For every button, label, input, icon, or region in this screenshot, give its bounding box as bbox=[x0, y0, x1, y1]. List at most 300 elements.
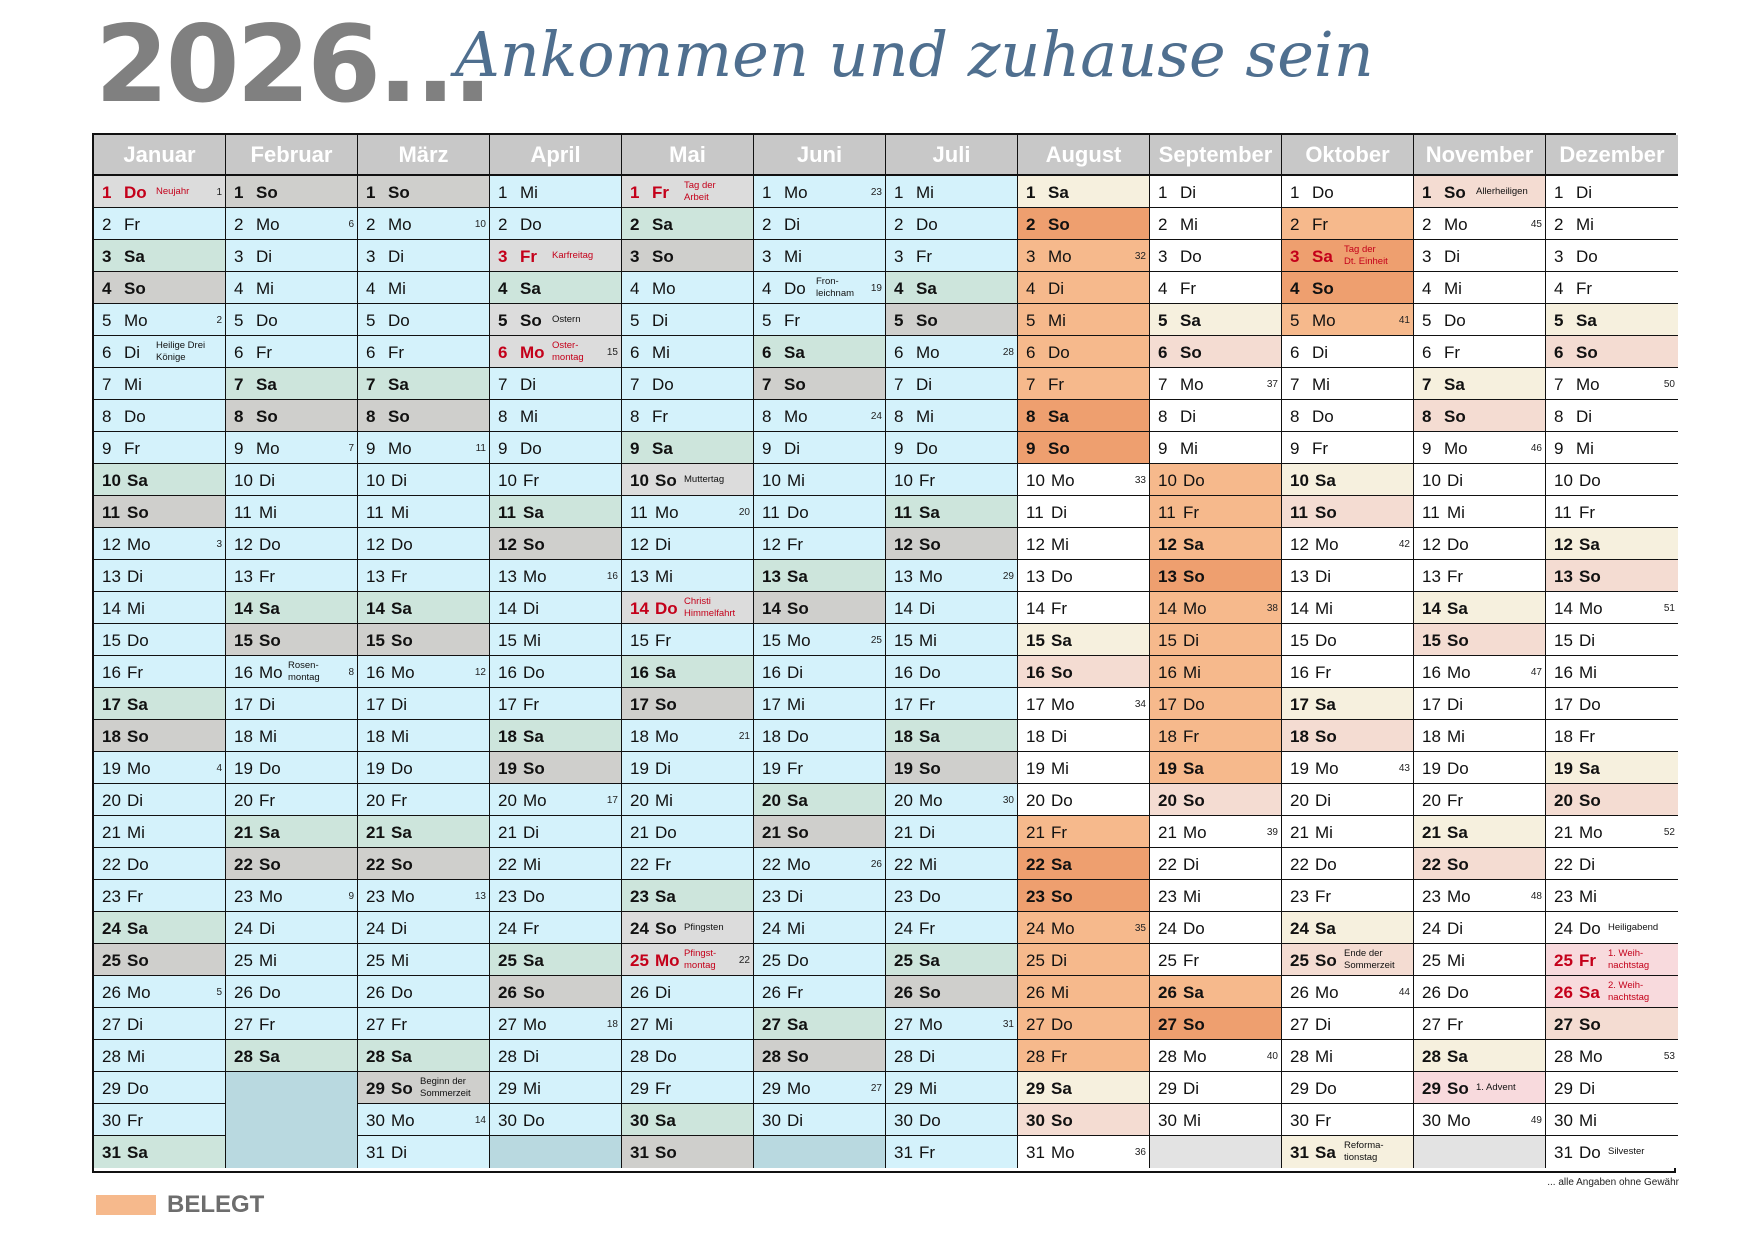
day-cell[interactable] bbox=[754, 944, 886, 976]
day-cell[interactable] bbox=[490, 656, 622, 688]
day-cell[interactable] bbox=[1414, 1072, 1546, 1104]
day-cell[interactable] bbox=[358, 336, 490, 368]
day-cell[interactable] bbox=[1546, 1104, 1678, 1136]
day-cell[interactable] bbox=[490, 912, 622, 944]
day-cell[interactable] bbox=[886, 304, 1018, 336]
day-cell[interactable] bbox=[1546, 816, 1678, 848]
day-cell[interactable] bbox=[754, 784, 886, 816]
day-cell[interactable] bbox=[490, 624, 622, 656]
day-cell[interactable] bbox=[490, 528, 622, 560]
day-cell[interactable] bbox=[490, 1072, 622, 1104]
day-cell[interactable] bbox=[490, 496, 622, 528]
day-cell[interactable] bbox=[622, 528, 754, 560]
day-cell[interactable] bbox=[886, 560, 1018, 592]
day-cell[interactable] bbox=[622, 944, 754, 976]
day-cell[interactable] bbox=[490, 944, 622, 976]
day-cell[interactable] bbox=[1018, 464, 1150, 496]
day-cell[interactable] bbox=[1546, 1008, 1678, 1040]
day-cell[interactable] bbox=[1546, 368, 1678, 400]
day-cell[interactable] bbox=[1546, 208, 1678, 240]
day-cell[interactable] bbox=[1150, 816, 1282, 848]
day-cell[interactable] bbox=[1546, 784, 1678, 816]
day-cell[interactable] bbox=[754, 1008, 886, 1040]
day-cell[interactable] bbox=[1546, 912, 1678, 944]
day-cell[interactable] bbox=[1282, 528, 1414, 560]
day-cell[interactable] bbox=[886, 432, 1018, 464]
day-cell[interactable] bbox=[1018, 624, 1150, 656]
day-cell[interactable] bbox=[1018, 944, 1150, 976]
day-cell[interactable] bbox=[886, 1104, 1018, 1136]
day-cell[interactable] bbox=[1150, 304, 1282, 336]
day-cell[interactable] bbox=[358, 304, 490, 336]
day-cell[interactable] bbox=[1414, 976, 1546, 1008]
day-cell[interactable] bbox=[886, 176, 1018, 208]
day-cell[interactable] bbox=[358, 240, 490, 272]
day-cell[interactable] bbox=[1414, 272, 1546, 304]
day-cell[interactable] bbox=[94, 432, 226, 464]
day-cell[interactable] bbox=[1150, 912, 1282, 944]
day-cell[interactable] bbox=[94, 752, 226, 784]
day-cell[interactable] bbox=[490, 1040, 622, 1072]
day-cell[interactable] bbox=[754, 1072, 886, 1104]
day-cell[interactable] bbox=[490, 816, 622, 848]
day-cell[interactable] bbox=[226, 240, 358, 272]
day-cell[interactable] bbox=[1018, 1072, 1150, 1104]
day-cell[interactable] bbox=[1150, 336, 1282, 368]
day-cell[interactable] bbox=[754, 848, 886, 880]
day-cell[interactable] bbox=[622, 688, 754, 720]
day-cell[interactable] bbox=[1546, 176, 1678, 208]
day-cell[interactable] bbox=[1546, 624, 1678, 656]
day-cell[interactable] bbox=[622, 1008, 754, 1040]
day-cell[interactable] bbox=[886, 528, 1018, 560]
day-cell[interactable] bbox=[1546, 336, 1678, 368]
day-cell[interactable] bbox=[490, 400, 622, 432]
day-cell[interactable] bbox=[1018, 560, 1150, 592]
day-cell[interactable] bbox=[754, 304, 886, 336]
day-cell[interactable] bbox=[1150, 1008, 1282, 1040]
day-cell[interactable] bbox=[754, 560, 886, 592]
day-cell[interactable] bbox=[754, 240, 886, 272]
day-cell[interactable] bbox=[1282, 464, 1414, 496]
day-cell[interactable] bbox=[1546, 848, 1678, 880]
day-cell[interactable] bbox=[358, 464, 490, 496]
day-cell[interactable] bbox=[1546, 1136, 1678, 1168]
day-cell[interactable] bbox=[358, 944, 490, 976]
day-cell[interactable] bbox=[1150, 976, 1282, 1008]
day-cell[interactable] bbox=[754, 720, 886, 752]
day-cell[interactable] bbox=[1018, 432, 1150, 464]
day-cell[interactable] bbox=[1414, 1008, 1546, 1040]
day-cell[interactable] bbox=[226, 176, 358, 208]
day-cell[interactable] bbox=[1018, 592, 1150, 624]
day-cell[interactable] bbox=[1018, 368, 1150, 400]
day-cell[interactable] bbox=[1150, 528, 1282, 560]
day-cell[interactable] bbox=[358, 1104, 490, 1136]
day-cell[interactable] bbox=[1150, 656, 1282, 688]
day-cell[interactable] bbox=[886, 784, 1018, 816]
day-cell[interactable] bbox=[1150, 400, 1282, 432]
day-cell[interactable] bbox=[490, 752, 622, 784]
day-cell[interactable] bbox=[754, 1040, 886, 1072]
day-cell[interactable] bbox=[1546, 656, 1678, 688]
day-cell[interactable] bbox=[886, 944, 1018, 976]
day-cell[interactable] bbox=[1414, 624, 1546, 656]
day-cell[interactable] bbox=[94, 848, 226, 880]
day-cell[interactable] bbox=[226, 912, 358, 944]
day-cell[interactable] bbox=[1414, 816, 1546, 848]
day-cell[interactable] bbox=[754, 1104, 886, 1136]
day-cell[interactable] bbox=[1414, 464, 1546, 496]
day-cell[interactable] bbox=[622, 496, 754, 528]
day-cell[interactable] bbox=[1018, 816, 1150, 848]
day-cell[interactable] bbox=[226, 592, 358, 624]
day-cell[interactable] bbox=[1414, 1040, 1546, 1072]
day-cell[interactable] bbox=[886, 912, 1018, 944]
day-cell[interactable] bbox=[1546, 880, 1678, 912]
day-cell[interactable] bbox=[94, 720, 226, 752]
day-cell[interactable] bbox=[358, 528, 490, 560]
day-cell[interactable] bbox=[622, 848, 754, 880]
day-cell[interactable] bbox=[358, 432, 490, 464]
day-cell[interactable] bbox=[490, 304, 622, 336]
day-cell[interactable] bbox=[754, 176, 886, 208]
day-cell[interactable] bbox=[490, 336, 622, 368]
day-cell[interactable] bbox=[1150, 592, 1282, 624]
day-cell[interactable] bbox=[226, 464, 358, 496]
day-cell[interactable] bbox=[358, 976, 490, 1008]
day-cell[interactable] bbox=[490, 688, 622, 720]
day-cell[interactable] bbox=[94, 560, 226, 592]
day-cell[interactable] bbox=[490, 368, 622, 400]
day-cell[interactable] bbox=[358, 496, 490, 528]
day-cell[interactable] bbox=[1546, 432, 1678, 464]
day-cell[interactable] bbox=[226, 560, 358, 592]
day-cell[interactable] bbox=[886, 848, 1018, 880]
day-cell[interactable] bbox=[1282, 1104, 1414, 1136]
day-cell[interactable] bbox=[1546, 240, 1678, 272]
day-cell[interactable] bbox=[226, 528, 358, 560]
day-cell[interactable] bbox=[490, 176, 622, 208]
day-cell[interactable] bbox=[226, 304, 358, 336]
day-cell[interactable] bbox=[754, 880, 886, 912]
day-cell[interactable] bbox=[622, 816, 754, 848]
day-cell[interactable] bbox=[1546, 976, 1678, 1008]
day-cell[interactable] bbox=[358, 880, 490, 912]
day-cell[interactable] bbox=[886, 368, 1018, 400]
day-cell[interactable] bbox=[94, 592, 226, 624]
day-cell[interactable] bbox=[358, 912, 490, 944]
day-cell[interactable] bbox=[1018, 656, 1150, 688]
day-cell[interactable] bbox=[226, 368, 358, 400]
day-cell[interactable] bbox=[886, 240, 1018, 272]
day-cell[interactable] bbox=[490, 1008, 622, 1040]
day-cell[interactable] bbox=[226, 272, 358, 304]
day-cell[interactable] bbox=[94, 1072, 226, 1104]
day-cell[interactable] bbox=[490, 592, 622, 624]
day-cell[interactable] bbox=[1282, 688, 1414, 720]
day-cell[interactable] bbox=[1150, 432, 1282, 464]
day-cell[interactable] bbox=[1414, 336, 1546, 368]
day-cell[interactable] bbox=[1282, 368, 1414, 400]
day-cell[interactable] bbox=[94, 784, 226, 816]
day-cell[interactable] bbox=[886, 400, 1018, 432]
day-cell[interactable] bbox=[1414, 176, 1546, 208]
day-cell[interactable] bbox=[754, 336, 886, 368]
day-cell[interactable] bbox=[1282, 176, 1414, 208]
day-cell[interactable] bbox=[1546, 752, 1678, 784]
day-cell[interactable] bbox=[754, 688, 886, 720]
day-cell[interactable] bbox=[1150, 464, 1282, 496]
day-cell[interactable] bbox=[754, 368, 886, 400]
day-cell[interactable] bbox=[358, 848, 490, 880]
day-cell[interactable] bbox=[1282, 1072, 1414, 1104]
day-cell[interactable] bbox=[886, 464, 1018, 496]
day-cell[interactable] bbox=[94, 176, 226, 208]
day-cell[interactable] bbox=[1150, 688, 1282, 720]
day-cell[interactable] bbox=[1282, 304, 1414, 336]
day-cell[interactable] bbox=[886, 496, 1018, 528]
day-cell[interactable] bbox=[1282, 496, 1414, 528]
day-cell[interactable] bbox=[226, 656, 358, 688]
day-cell[interactable] bbox=[886, 592, 1018, 624]
day-cell[interactable] bbox=[1414, 528, 1546, 560]
day-cell[interactable] bbox=[1282, 912, 1414, 944]
day-cell[interactable] bbox=[886, 880, 1018, 912]
day-cell[interactable] bbox=[94, 688, 226, 720]
day-cell[interactable] bbox=[358, 272, 490, 304]
day-cell[interactable] bbox=[1282, 1040, 1414, 1072]
day-cell[interactable] bbox=[622, 304, 754, 336]
day-cell[interactable] bbox=[1414, 304, 1546, 336]
day-cell[interactable] bbox=[622, 912, 754, 944]
day-cell[interactable] bbox=[94, 880, 226, 912]
day-cell[interactable] bbox=[1282, 336, 1414, 368]
day-cell[interactable] bbox=[226, 1040, 358, 1072]
day-cell[interactable] bbox=[1282, 880, 1414, 912]
day-cell[interactable] bbox=[490, 560, 622, 592]
day-cell[interactable] bbox=[1018, 912, 1150, 944]
day-cell[interactable] bbox=[622, 432, 754, 464]
day-cell[interactable] bbox=[622, 1040, 754, 1072]
day-cell[interactable] bbox=[490, 272, 622, 304]
day-cell[interactable] bbox=[1150, 624, 1282, 656]
day-cell[interactable] bbox=[1018, 688, 1150, 720]
day-cell[interactable] bbox=[1282, 848, 1414, 880]
day-cell[interactable] bbox=[1414, 912, 1546, 944]
day-cell[interactable] bbox=[1414, 592, 1546, 624]
day-cell[interactable] bbox=[1546, 464, 1678, 496]
day-cell[interactable] bbox=[226, 752, 358, 784]
day-cell[interactable] bbox=[1150, 1040, 1282, 1072]
day-cell[interactable] bbox=[1150, 944, 1282, 976]
day-cell[interactable] bbox=[490, 1104, 622, 1136]
day-cell[interactable] bbox=[1414, 560, 1546, 592]
day-cell[interactable] bbox=[358, 208, 490, 240]
day-cell[interactable] bbox=[1546, 1072, 1678, 1104]
day-cell[interactable] bbox=[622, 720, 754, 752]
day-cell[interactable] bbox=[886, 1040, 1018, 1072]
day-cell[interactable] bbox=[1414, 208, 1546, 240]
day-cell[interactable] bbox=[754, 912, 886, 944]
day-cell[interactable] bbox=[1018, 528, 1150, 560]
day-cell[interactable] bbox=[1546, 304, 1678, 336]
day-cell[interactable] bbox=[358, 752, 490, 784]
day-cell[interactable] bbox=[226, 624, 358, 656]
day-cell[interactable] bbox=[622, 400, 754, 432]
day-cell[interactable] bbox=[622, 1136, 754, 1168]
day-cell[interactable] bbox=[226, 496, 358, 528]
day-cell[interactable] bbox=[94, 304, 226, 336]
day-cell[interactable] bbox=[754, 400, 886, 432]
day-cell[interactable] bbox=[1018, 304, 1150, 336]
day-cell[interactable] bbox=[358, 368, 490, 400]
day-cell[interactable] bbox=[358, 1040, 490, 1072]
day-cell[interactable] bbox=[1414, 368, 1546, 400]
day-cell[interactable] bbox=[1546, 1040, 1678, 1072]
day-cell[interactable] bbox=[754, 272, 886, 304]
day-cell[interactable] bbox=[94, 400, 226, 432]
day-cell[interactable] bbox=[94, 1040, 226, 1072]
day-cell[interactable] bbox=[622, 560, 754, 592]
day-cell[interactable] bbox=[94, 1104, 226, 1136]
day-cell[interactable] bbox=[886, 1136, 1018, 1168]
day-cell[interactable] bbox=[754, 624, 886, 656]
day-cell[interactable] bbox=[226, 400, 358, 432]
day-cell[interactable] bbox=[886, 336, 1018, 368]
day-cell[interactable] bbox=[1018, 880, 1150, 912]
day-cell[interactable] bbox=[1018, 976, 1150, 1008]
day-cell[interactable] bbox=[226, 432, 358, 464]
day-cell[interactable] bbox=[1414, 752, 1546, 784]
day-cell[interactable] bbox=[226, 816, 358, 848]
day-cell[interactable] bbox=[886, 656, 1018, 688]
day-cell[interactable] bbox=[94, 528, 226, 560]
day-cell[interactable] bbox=[754, 208, 886, 240]
day-cell[interactable] bbox=[1150, 752, 1282, 784]
day-cell[interactable] bbox=[94, 464, 226, 496]
day-cell[interactable] bbox=[1018, 336, 1150, 368]
day-cell[interactable] bbox=[358, 1072, 490, 1104]
day-cell[interactable] bbox=[1546, 592, 1678, 624]
day-cell[interactable] bbox=[94, 1136, 226, 1168]
day-cell[interactable] bbox=[1018, 784, 1150, 816]
day-cell[interactable] bbox=[1150, 720, 1282, 752]
day-cell[interactable] bbox=[1150, 560, 1282, 592]
day-cell[interactable] bbox=[94, 496, 226, 528]
day-cell[interactable] bbox=[1282, 720, 1414, 752]
day-cell[interactable] bbox=[226, 1008, 358, 1040]
day-cell[interactable] bbox=[622, 784, 754, 816]
day-cell[interactable] bbox=[1150, 240, 1282, 272]
day-cell[interactable] bbox=[226, 720, 358, 752]
day-cell[interactable] bbox=[94, 976, 226, 1008]
day-cell[interactable] bbox=[1282, 976, 1414, 1008]
day-cell[interactable] bbox=[1546, 688, 1678, 720]
day-cell[interactable] bbox=[490, 208, 622, 240]
day-cell[interactable] bbox=[358, 720, 490, 752]
day-cell[interactable] bbox=[1282, 624, 1414, 656]
day-cell[interactable] bbox=[94, 1008, 226, 1040]
day-cell[interactable] bbox=[490, 720, 622, 752]
day-cell[interactable] bbox=[886, 976, 1018, 1008]
day-cell[interactable] bbox=[1546, 944, 1678, 976]
day-cell[interactable] bbox=[1018, 1136, 1150, 1168]
day-cell[interactable] bbox=[1150, 272, 1282, 304]
day-cell[interactable] bbox=[754, 976, 886, 1008]
day-cell[interactable] bbox=[1414, 880, 1546, 912]
day-cell[interactable] bbox=[226, 336, 358, 368]
day-cell[interactable] bbox=[1150, 880, 1282, 912]
day-cell[interactable] bbox=[1546, 720, 1678, 752]
day-cell[interactable] bbox=[1018, 400, 1150, 432]
day-cell[interactable] bbox=[1150, 208, 1282, 240]
day-cell[interactable] bbox=[226, 688, 358, 720]
day-cell[interactable] bbox=[622, 176, 754, 208]
day-cell[interactable] bbox=[1018, 720, 1150, 752]
day-cell[interactable] bbox=[1282, 240, 1414, 272]
day-cell[interactable] bbox=[1018, 1104, 1150, 1136]
day-cell[interactable] bbox=[358, 592, 490, 624]
day-cell[interactable] bbox=[1414, 240, 1546, 272]
day-cell[interactable] bbox=[490, 880, 622, 912]
day-cell[interactable] bbox=[226, 848, 358, 880]
day-cell[interactable] bbox=[622, 624, 754, 656]
day-cell[interactable] bbox=[490, 848, 622, 880]
day-cell[interactable] bbox=[358, 816, 490, 848]
day-cell[interactable] bbox=[1414, 944, 1546, 976]
day-cell[interactable] bbox=[1282, 400, 1414, 432]
day-cell[interactable] bbox=[1282, 432, 1414, 464]
day-cell[interactable] bbox=[490, 464, 622, 496]
day-cell[interactable] bbox=[1282, 1136, 1414, 1168]
day-cell[interactable] bbox=[490, 240, 622, 272]
day-cell[interactable] bbox=[226, 944, 358, 976]
day-cell[interactable] bbox=[94, 656, 226, 688]
day-cell[interactable] bbox=[1018, 272, 1150, 304]
day-cell[interactable] bbox=[886, 816, 1018, 848]
day-cell[interactable] bbox=[94, 208, 226, 240]
day-cell[interactable] bbox=[886, 688, 1018, 720]
day-cell[interactable] bbox=[1282, 784, 1414, 816]
day-cell[interactable] bbox=[1282, 944, 1414, 976]
day-cell[interactable] bbox=[94, 624, 226, 656]
day-cell[interactable] bbox=[754, 656, 886, 688]
day-cell[interactable] bbox=[754, 592, 886, 624]
day-cell[interactable] bbox=[754, 528, 886, 560]
day-cell[interactable] bbox=[94, 944, 226, 976]
day-cell[interactable] bbox=[226, 976, 358, 1008]
day-cell[interactable] bbox=[622, 880, 754, 912]
day-cell[interactable] bbox=[1282, 272, 1414, 304]
day-cell[interactable] bbox=[886, 624, 1018, 656]
day-cell[interactable] bbox=[1150, 368, 1282, 400]
day-cell[interactable] bbox=[1414, 720, 1546, 752]
day-cell[interactable] bbox=[94, 816, 226, 848]
day-cell[interactable] bbox=[622, 1104, 754, 1136]
day-cell[interactable] bbox=[622, 592, 754, 624]
day-cell[interactable] bbox=[94, 912, 226, 944]
day-cell[interactable] bbox=[490, 976, 622, 1008]
day-cell[interactable] bbox=[1414, 400, 1546, 432]
day-cell[interactable] bbox=[622, 656, 754, 688]
day-cell[interactable] bbox=[1282, 816, 1414, 848]
day-cell[interactable] bbox=[1150, 784, 1282, 816]
day-cell[interactable] bbox=[1282, 560, 1414, 592]
day-cell[interactable] bbox=[622, 208, 754, 240]
day-cell[interactable] bbox=[1018, 496, 1150, 528]
day-cell[interactable] bbox=[358, 1136, 490, 1168]
